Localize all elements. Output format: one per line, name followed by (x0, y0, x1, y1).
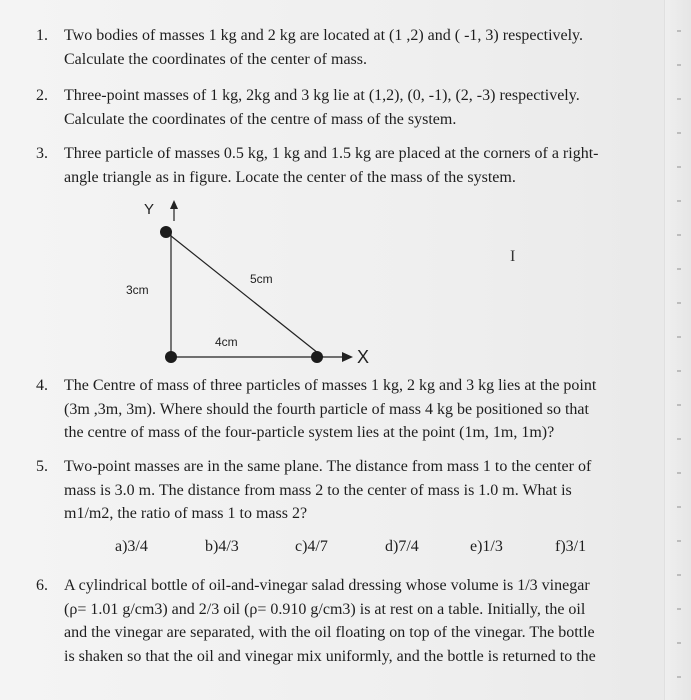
question-number: 6. (36, 577, 48, 594)
option-b: b)4/3 (205, 538, 239, 555)
question-6 (36, 574, 656, 668)
edge-tick (677, 676, 681, 678)
question-line: Two bodies of masses 1 kg and 2 kg are located at (1 ,2) and ( -1, 3) respectively. (64, 27, 584, 44)
question-5 (36, 455, 656, 526)
vertical-side-label: 3cm (126, 283, 149, 297)
mass-dot-right (311, 351, 323, 363)
x-axis-label: X (357, 347, 370, 367)
edge-tick (677, 64, 681, 66)
question-line: A cylindrical bottle of oil-and-vinegar salad dressing whose volume is 1/3 vinegar (64, 577, 590, 594)
text-cursor-icon: I (510, 248, 516, 265)
question-number: 5. (36, 458, 48, 475)
question-line: Two-point masses are in the same plane. The distance from mass 1 to the center of (64, 458, 592, 475)
page-edge (664, 0, 691, 700)
question-line: Calculate the coordinates of the center of mass. (64, 51, 367, 68)
question-line: (ρ= 1.01 g/cm3) and 2/3 oil (ρ= 0.910 g/cm3) is at rest on a table. Initially, the oil (64, 600, 586, 618)
edge-tick (677, 642, 681, 644)
option-f: f)3/1 (555, 538, 587, 555)
edge-tick (677, 472, 681, 474)
question-number: 4. (36, 377, 48, 394)
edge-tick (677, 200, 681, 202)
edge-tick (677, 268, 681, 270)
edge-tick (677, 166, 681, 168)
question-line: the centre of mass of the four-particle system lies at the point (1m, 1m, 1m)? (64, 424, 555, 441)
edge-tick (677, 404, 681, 406)
edge-tick (677, 438, 681, 440)
edge-tick (677, 98, 681, 100)
option-e: e)1/3 (470, 538, 503, 555)
edge-tick (677, 336, 681, 338)
question-line: angle triangle as in figure. Locate the center of the mass of the system. (64, 169, 516, 186)
question-3 (36, 142, 656, 190)
question-line: Three particle of masses 0.5 kg, 1 kg and 1.5 kg are placed at the corners of a right- (64, 145, 599, 162)
question-2 (36, 84, 656, 132)
edge-tick (677, 302, 681, 304)
question-line: Three-point masses of 1 kg, 2kg and 3 kg lie at (1,2), (0, -1), (2, -3) respectively. (64, 87, 580, 104)
question-number: 3. (36, 145, 48, 162)
triangle-figure (110, 195, 380, 375)
mass-dot-top (160, 226, 172, 238)
option-a: a)3/4 (115, 538, 148, 555)
y-axis-label: Y (144, 201, 155, 218)
edge-tick (677, 540, 681, 542)
hypotenuse-line (166, 232, 323, 357)
question-line: mass is 3.0 m. The distance from mass 2 to the center of mass is 1.0 m. What is (64, 481, 572, 499)
horizontal-side-label: 4cm (215, 335, 238, 349)
y-arrow-icon (170, 200, 178, 209)
x-arrow-icon (342, 352, 353, 362)
question-4 (36, 374, 656, 445)
question-line: (3m ,3m, 3m). Where should the fourth particle of mass 4 kg be positioned so that (64, 400, 589, 418)
question-line: Calculate the coordinates of the centre of mass of the system. (64, 111, 457, 128)
edge-tick (677, 132, 681, 134)
question-line: and the vinegar are separated, with the oil floating on top of the vinegar. The bottle (64, 624, 595, 641)
edge-tick (677, 574, 681, 576)
edge-tick (677, 506, 681, 508)
edge-tick (677, 608, 681, 610)
edge-tick (677, 370, 681, 372)
question-line: is shaken so that the oil and vinegar mix uniformly, and the bottle is returned to the (64, 647, 596, 665)
question-number: 1. (36, 27, 48, 44)
hypotenuse-label: 5cm (250, 272, 273, 286)
edge-tick (677, 234, 681, 236)
question-number: 2. (36, 87, 48, 104)
option-c: c)4/7 (295, 538, 328, 555)
option-d: d)7/4 (385, 538, 419, 555)
question-line: The Centre of mass of three particles of masses 1 kg, 2 kg and 3 kg lies at the point (64, 377, 597, 394)
question-1 (36, 24, 656, 72)
question-line: m1/m2, the ratio of mass 1 to mass 2? (64, 505, 308, 522)
mass-dot-origin (165, 351, 177, 363)
edge-tick (677, 30, 681, 32)
